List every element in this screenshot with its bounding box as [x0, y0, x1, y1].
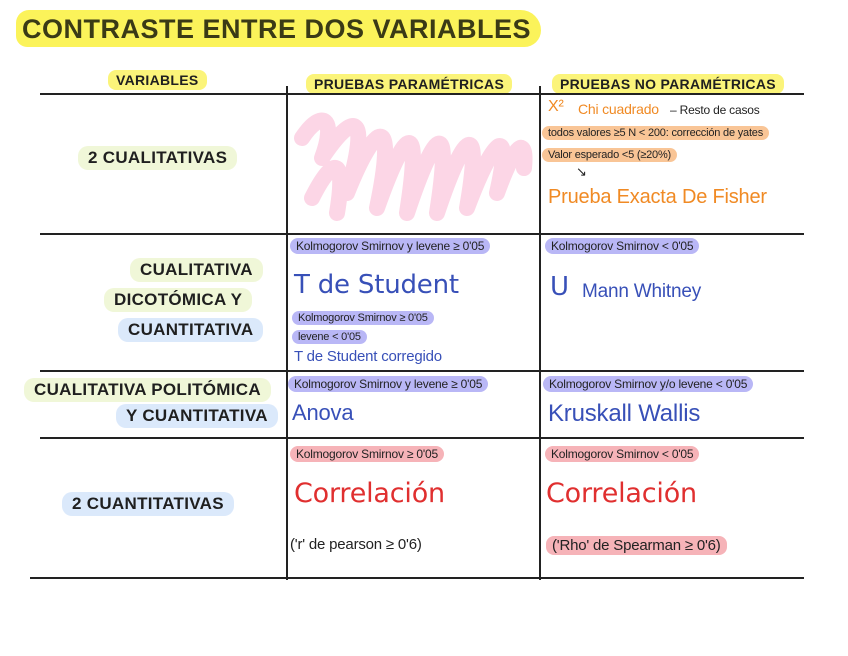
nonparam-condition-ks-levene: Kolmogorov Smirnov y/o levene < 0'05 — [543, 376, 753, 392]
chi-condition-1: todos valores ≥5 N < 200: corrección de yates — [542, 126, 769, 140]
anova-test: Anova — [292, 400, 354, 425]
row-label-2-cuantitativas: 2 CUANTITATIVAS — [62, 492, 234, 516]
param-condition-ks-correlation: Kolmogorov Smirnov ≥ 0'05 — [290, 446, 444, 462]
mann-whitney-test: Mann Whitney — [582, 281, 702, 302]
mann-whitney-letter: U — [550, 272, 569, 302]
chi-symbol: X² — [548, 98, 564, 115]
page-title: CONTRASTE ENTRE DOS VARIABLES — [16, 10, 541, 47]
nonparam-condition-ks-correlation: Kolmogorov Smirnov < 0'05 — [545, 446, 699, 462]
header-parametric: PRUEBAS PARAMÉTRICAS — [306, 74, 512, 94]
fisher-test: Prueba Exacta De Fisher — [548, 186, 767, 208]
param-condition-levene: levene < 0'05 — [292, 330, 367, 344]
header-nonparametric: PRUEBAS NO PARAMÉTRICAS — [552, 74, 784, 94]
row-label-2-line1: CUALITATIVA — [130, 258, 263, 282]
pearson-note: ('r' de pearson ≥ 0'6) — [290, 536, 422, 553]
kruskall-wallis-test: Kruskall Wallis — [548, 400, 701, 427]
param-condition-ks-levene: Kolmogorov Smirnov y levene ≥ 0'05 — [290, 238, 490, 254]
row-divider-2 — [40, 370, 804, 372]
row-label-2-line2: DICOTÓMICA Y — [104, 288, 252, 312]
row-divider-1 — [40, 233, 804, 235]
nonparam-condition-ks: Kolmogorov Smirnov < 0'05 — [545, 238, 699, 254]
header-variables: VARIABLES — [108, 70, 207, 90]
column-divider-2 — [539, 86, 541, 580]
table-bottom-line — [30, 577, 804, 579]
row-label-2-line3: CUANTITATIVA — [118, 318, 263, 342]
spearman-note: ('Rho' de Spearman ≥ 0'6) — [546, 536, 727, 555]
row-label-3-line2: Y CUANTITATIVA — [116, 404, 278, 428]
param-condition-ks-levene-anova: Kolmogorov Smirnov y levene ≥ 0'05 — [288, 376, 488, 392]
spearman-correlation-test: Correlación — [546, 478, 697, 509]
not-applicable-scribble — [292, 98, 536, 224]
row-divider-3 — [40, 437, 804, 439]
row-label-2-cualitativas: 2 CUALITATIVAS — [78, 146, 237, 170]
arrow-icon: ↘ — [576, 164, 587, 179]
pearson-correlation-test: Correlación — [294, 478, 445, 509]
t-student-corrected-test: T de Student corregido — [294, 348, 442, 365]
column-divider-1 — [286, 86, 288, 580]
chi-condition-2: Valor esperado <5 (≥20%) — [542, 148, 677, 162]
param-condition-ks: Kolmogorov Smirnov ≥ 0'05 — [292, 311, 434, 325]
row-label-3-line1: CUALITATIVA POLITÓMICA — [24, 378, 271, 402]
table-top-line — [40, 93, 804, 95]
t-student-test: T de Student — [294, 270, 459, 300]
chi-note: – Resto de casos — [670, 103, 760, 117]
chi-name: Chi cuadrado — [578, 101, 659, 117]
